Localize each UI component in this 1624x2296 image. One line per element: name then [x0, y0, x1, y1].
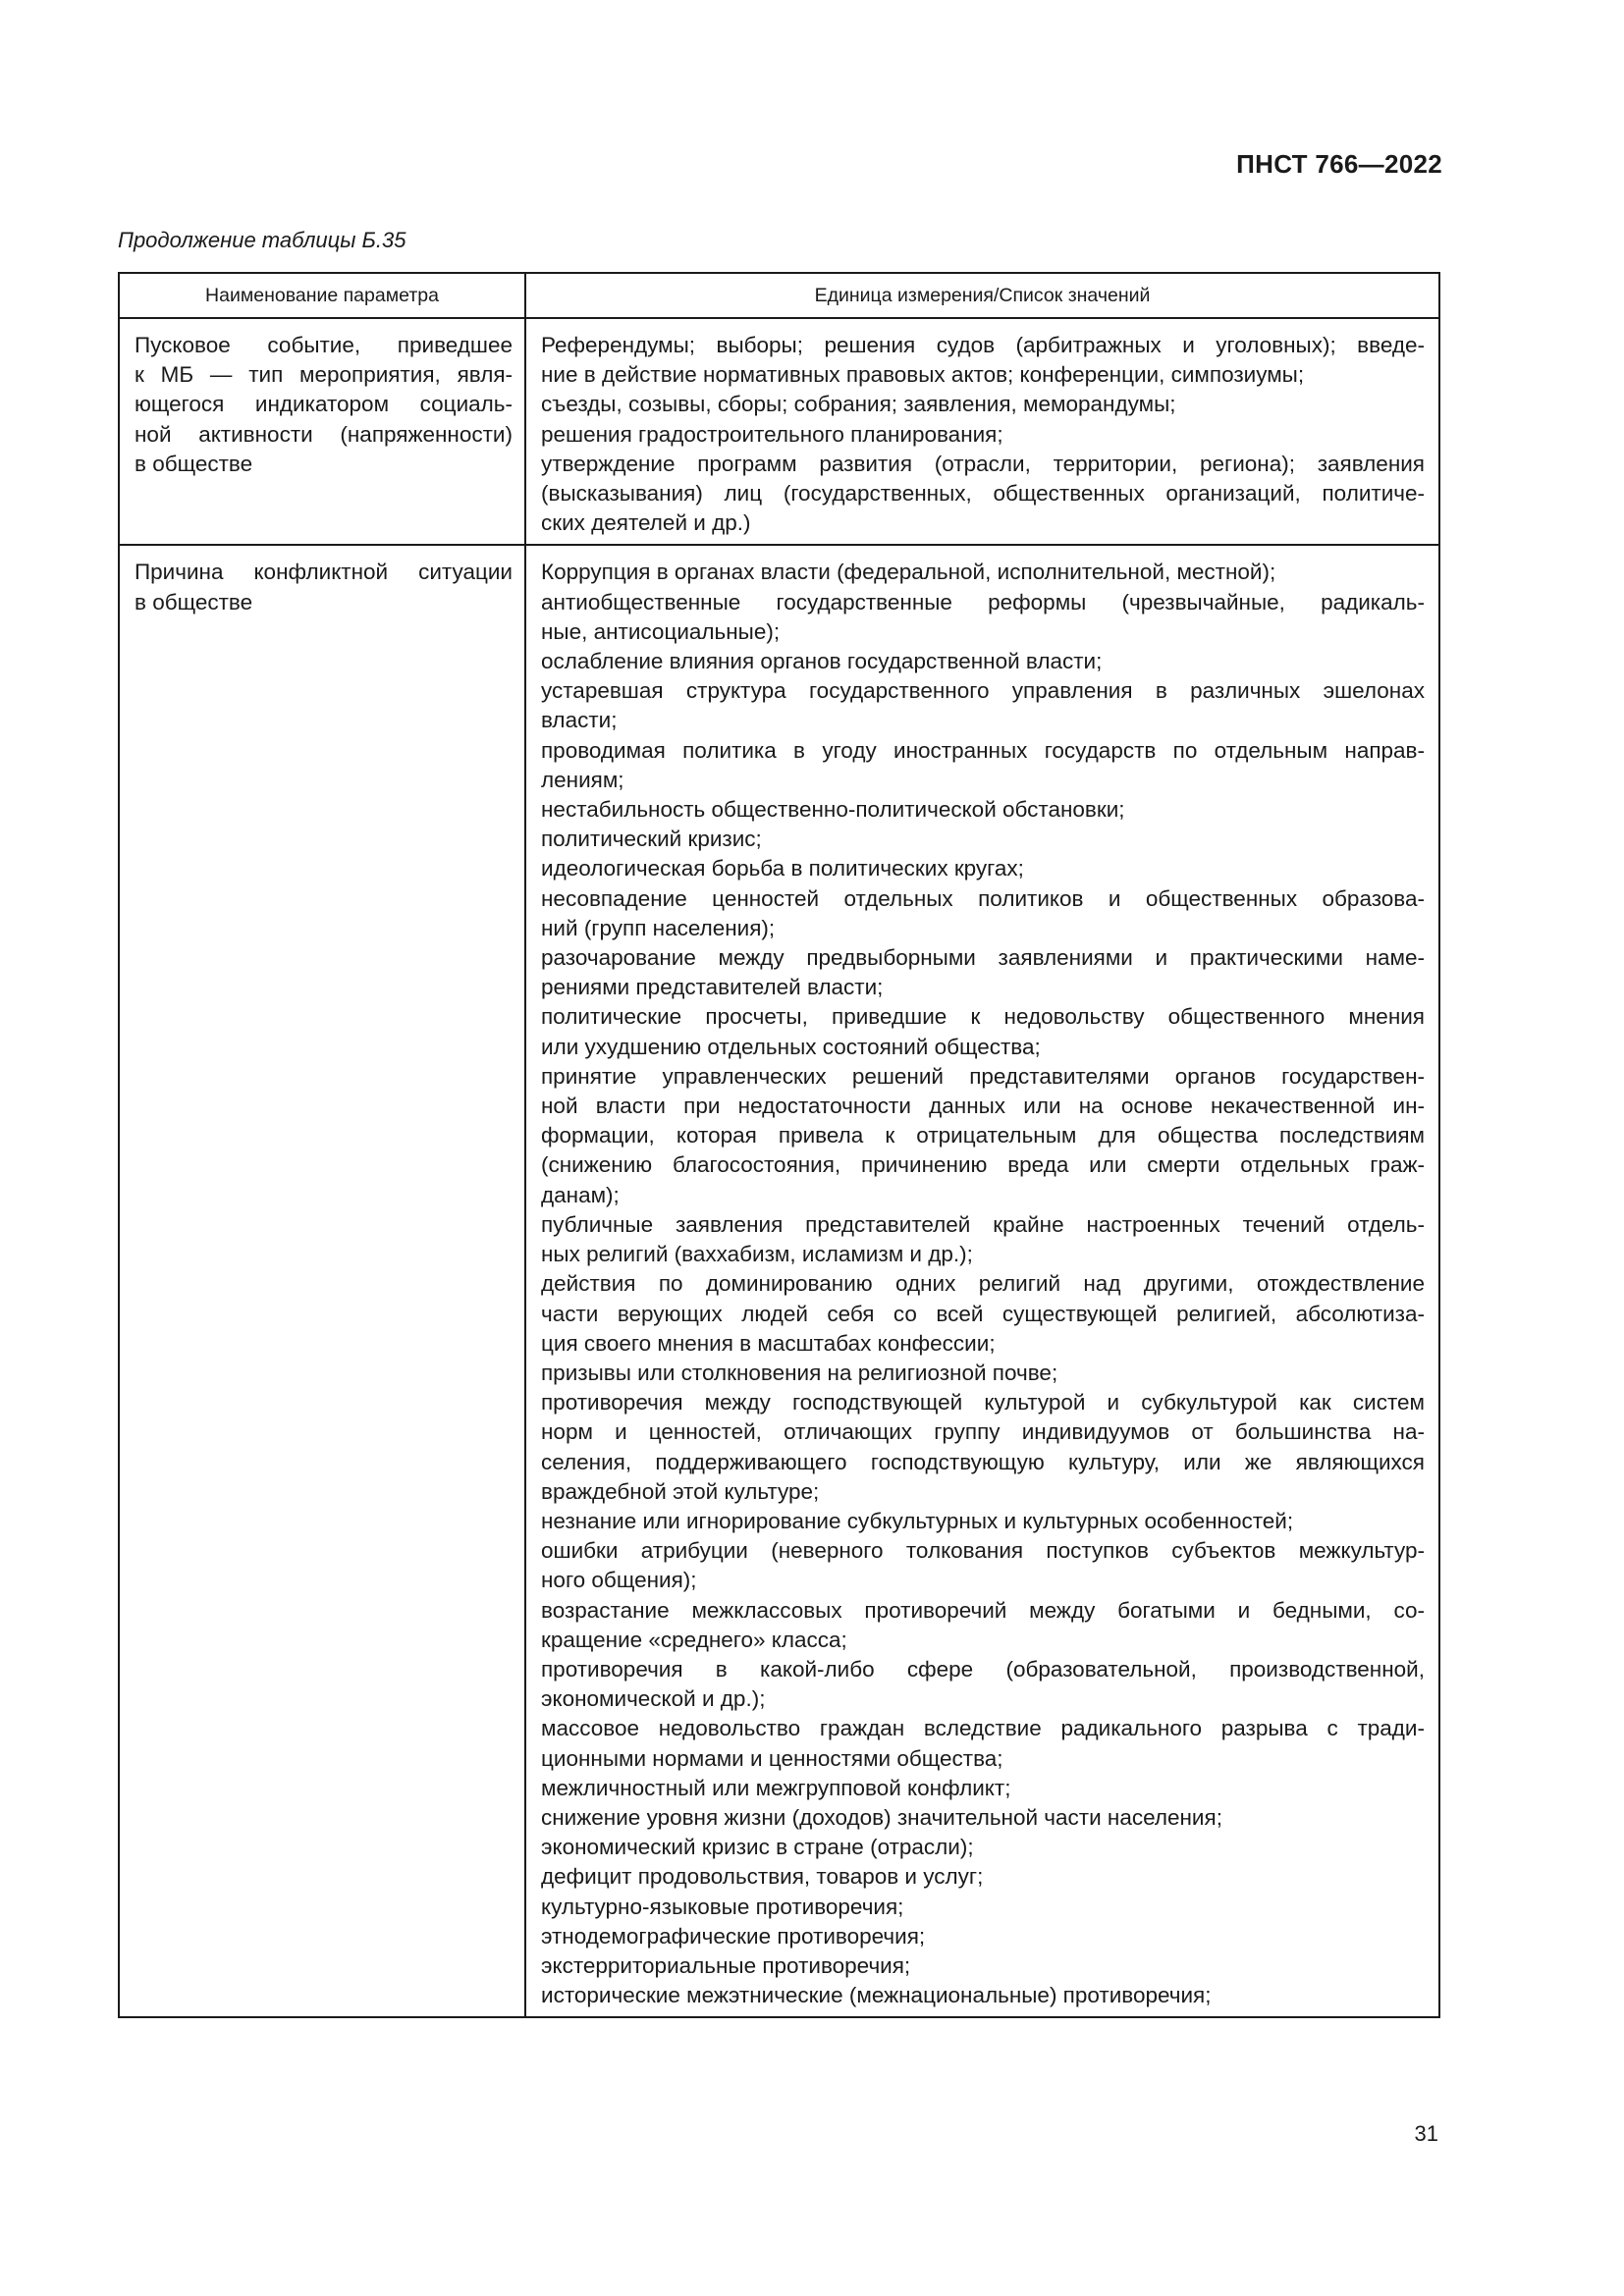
value-line: идеологическая борьба в политических кругах; [541, 856, 1024, 881]
value-line: противоречия в какой-либо сфере (образовательной, производственной, [541, 1656, 1425, 1682]
value-line: призывы или столкновения на религиозной почве; [541, 1360, 1058, 1385]
value-line: дефицит продовольствия, товаров и услуг; [541, 1864, 984, 1890]
value-line: противоречия между господствующей культурой и субкультурой как систем [541, 1390, 1425, 1415]
value-line: рениями представителей власти; [541, 975, 884, 1000]
value-line: ной власти при недостаточности данных или на основе некачественной ин- [541, 1094, 1425, 1119]
parameter-name-line: ющегося индикатором социаль- [135, 392, 513, 417]
value-line: или ухудшению отдельных состояний общества; [541, 1034, 1041, 1059]
value-line: лениям; [541, 767, 624, 792]
value-line: ослабление влияния органов государственной власти; [541, 649, 1103, 674]
table-header-row [119, 273, 1439, 318]
parameter-name-line: Причина конфликтной ситуации [135, 560, 513, 585]
parameter-name-line: в обществе [135, 589, 253, 614]
parameter-name-line: к МБ — тип мероприятия, явля- [135, 362, 513, 388]
value-line: (высказывания) лиц (государственных, общественных организаций, политиче- [541, 481, 1425, 507]
value-line: массовое недовольство граждан вследствие радикального разрыва с тради- [541, 1716, 1425, 1741]
value-line: ний (групп населения); [541, 915, 776, 940]
value-line: экономической и др.); [541, 1686, 766, 1712]
parameter-name-cell [119, 545, 525, 2017]
value-line: ных религий (ваххабизм, исламизм и др.); [541, 1242, 973, 1267]
value-line: съезды, созывы, сборы; собрания; заявления, меморандумы; [541, 392, 1176, 417]
value-line: устаревшая структура государственного управления в различных эшелонах [541, 678, 1425, 704]
column-header-parameter: Наименование параметра [119, 273, 525, 318]
value-line: ционными нормами и ценностями общества; [541, 1745, 1003, 1771]
value-line: ция своего мнения в масштабах конфессии; [541, 1330, 996, 1356]
value-line: утверждение программ развития (отрасли, территории, региона); заявления [541, 451, 1425, 476]
value-line: принятие управленческих решений представителями органов государствен- [541, 1063, 1425, 1089]
value-line: исторические межэтнические (межнациональные) противоречия; [541, 1983, 1212, 2008]
value-line: ошибки атрибуции (неверного толкования поступков субъектов межкультур- [541, 1538, 1425, 1564]
value-line: снижение уровня жизни (доходов) значительной части населения; [541, 1804, 1222, 1830]
value-line: ние в действие нормативных правовых актов; конференции, симпозиумы; [541, 362, 1305, 388]
value-line: части верующих людей себя со всей существующей религией, абсолютиза- [541, 1301, 1425, 1326]
value-line: этнодемографические противоречия; [541, 1923, 926, 1949]
value-line: Коррупция в органах власти (федеральной, исполнительной, местной); [541, 560, 1276, 585]
value-line: межличностный или межгрупповой конфликт; [541, 1775, 1011, 1800]
page-number: 31 [1414, 2121, 1438, 2146]
value-line: проводимая политика в угоду иностранных государств по отдельным направ- [541, 737, 1425, 763]
value-line: ного общения); [541, 1568, 697, 1593]
value-line: (снижению благосостояния, причинению вреда или смерти отдельных граж- [541, 1152, 1425, 1178]
value-line: публичные заявления представителей крайне настроенных течений отдель- [541, 1211, 1425, 1237]
value-line: норм и ценностей, отличающих группу индивидуумов от большинства на- [541, 1419, 1425, 1445]
value-line: враждебной этой культуре; [541, 1478, 820, 1504]
value-line: антиобщественные государственные реформы (чрезвычайные, радикаль- [541, 589, 1425, 614]
parameter-name-line: ной активности (напряженности) [135, 421, 513, 447]
column-header-values: Единица измерения/Список значений [525, 273, 1439, 318]
value-line: экстерриториальные противоречия; [541, 1952, 911, 1978]
value-line: кращение «среднего» класса; [541, 1627, 847, 1652]
value-line: экономический кризис в стране (отрасли); [541, 1835, 974, 1860]
value-line: культурно-языковые противоречия; [541, 1894, 904, 1919]
value-line: нестабильность общественно-политической обстановки; [541, 797, 1125, 823]
value-list-cell [525, 318, 1439, 545]
value-line: Референдумы; выборы; решения судов (арбитражных и уголовных); введе- [541, 333, 1425, 357]
table-row [119, 318, 1439, 545]
table-caption: Продолжение таблицы Б.35 [118, 228, 406, 252]
value-line: незнание или игнорирование субкультурных и культурных особенностей; [541, 1508, 1294, 1533]
value-line: несовпадение ценностей отдельных политиков и общественных образова- [541, 885, 1425, 911]
parameters-table [118, 272, 1440, 2018]
parameter-name-cell [119, 318, 525, 545]
table-row [119, 545, 1439, 2017]
parameter-name-line: в обществе [135, 451, 253, 476]
value-line: данам); [541, 1182, 620, 1207]
value-list-cell [525, 545, 1439, 2017]
value-line: действия по доминированию одних религий над другими, отождествление [541, 1271, 1425, 1297]
value-line: возрастание межклассовых противоречий между богатыми и бедными, со- [541, 1597, 1425, 1623]
value-line: политические просчеты, приведшие к недовольству общественного мнения [541, 1004, 1425, 1030]
value-line: власти; [541, 708, 618, 733]
document-code-header: ПНСТ 766—2022 [1236, 149, 1442, 179]
value-line: селения, поддерживающего господствующую культуру, или же являющихся [541, 1449, 1425, 1474]
value-line: политический кризис; [541, 827, 762, 852]
value-line: ских деятелей и др.) [541, 510, 751, 536]
parameter-name-line: Пусковое событие, приведшее [135, 333, 513, 357]
value-line: разочарование между предвыборными заявлениями и практическими наме- [541, 945, 1425, 971]
value-line: решения градостроительного планирования; [541, 421, 1003, 447]
value-line: ные, антисоциальные); [541, 618, 781, 644]
value-line: формации, которая привела к отрицательным для общества последствиям [541, 1123, 1425, 1148]
